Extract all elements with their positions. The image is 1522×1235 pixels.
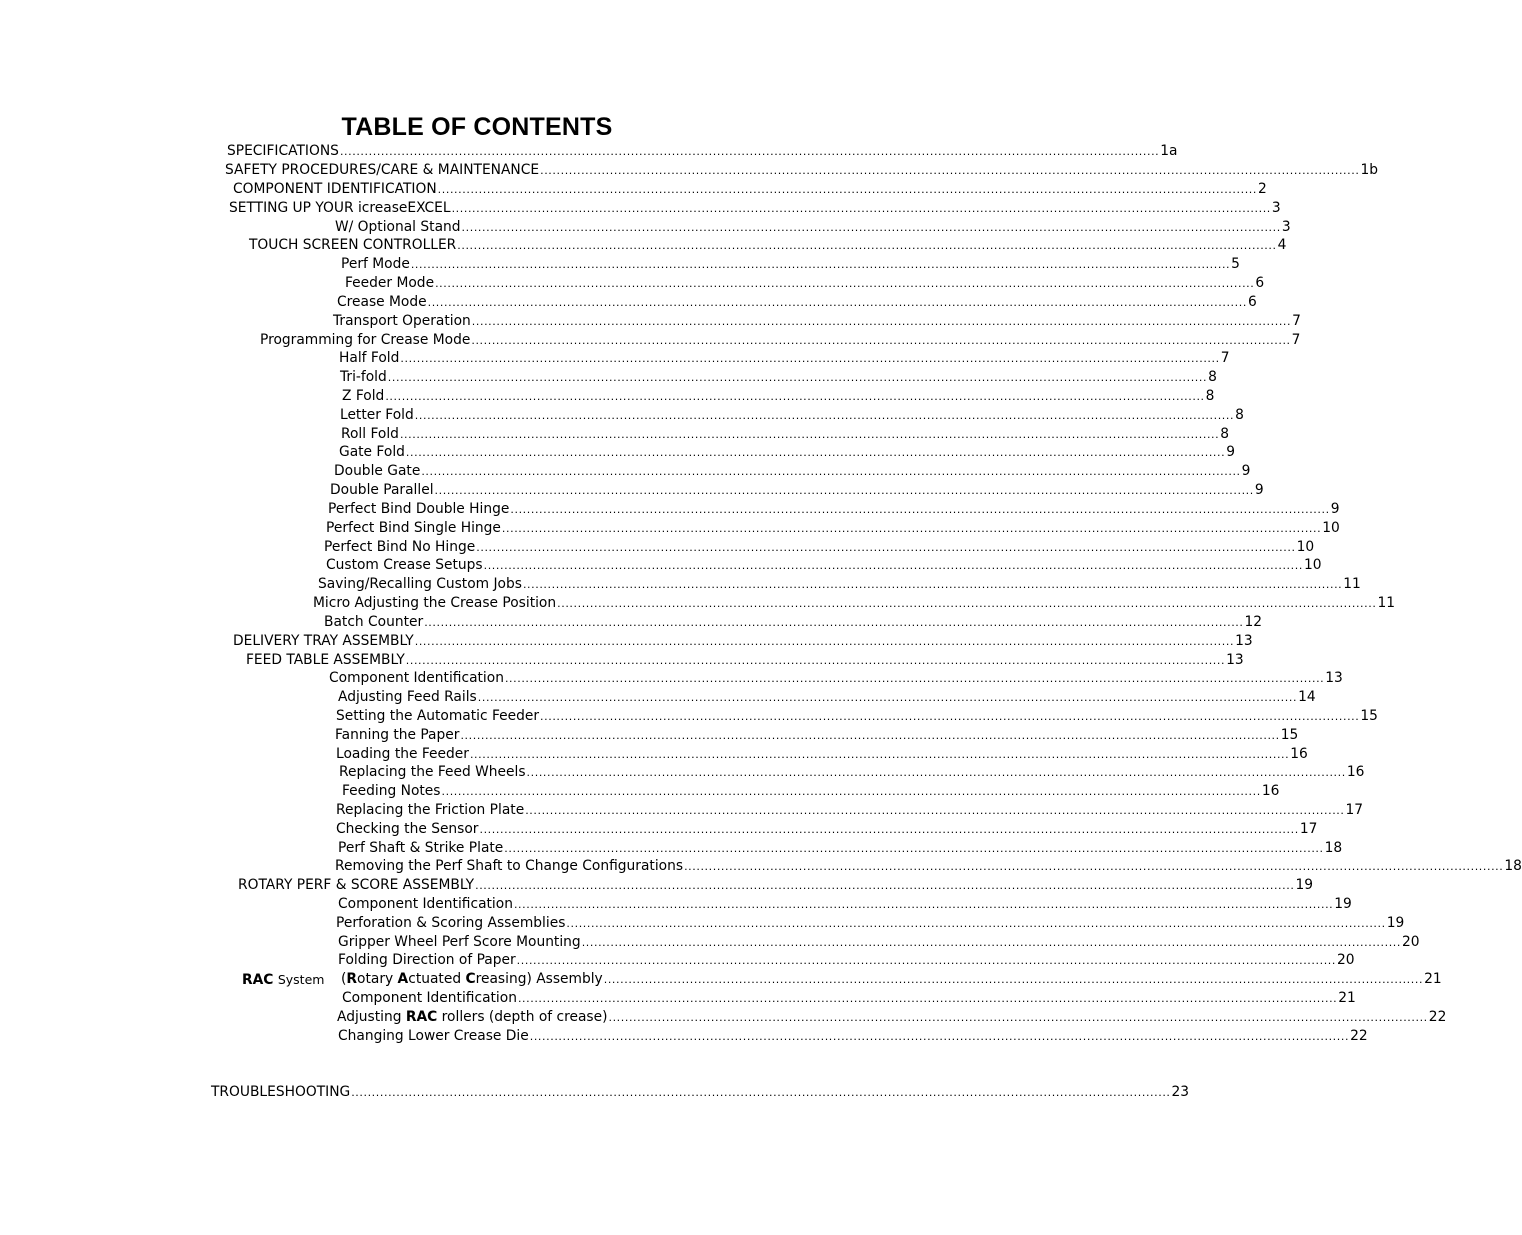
toc-entry-page: 7 [1291,332,1301,348]
toc-entry-page: 6 [1247,294,1257,310]
toc-entry-label: Perf Mode [341,256,410,272]
toc-entry-label: Tri-fold [340,369,387,385]
dot-leader: ........................................................................................................................................................................................................ [526,766,1346,779]
dot-leader: ........................................................................................................................................................................................................ [581,936,1402,949]
toc-entry-page: 10 [1303,557,1322,573]
dot-leader: ........................................................................................................................................................................................................ [451,202,1271,215]
toc-entry [338,933,1420,952]
toc-entry [211,1083,1190,1102]
toc-entry-page: 20 [1402,934,1420,950]
toc-entry [334,462,1251,481]
dot-leader: ........................................................................................................................................................................................................ [522,578,1343,591]
dot-leader: ........................................................................................................................................................................................................ [529,1030,1350,1043]
toc-entry-label: TOUCH SCREEN CONTROLLER [249,237,457,253]
toc-entry-page: 19 [1386,915,1405,931]
toc-entry-label: SETTING UP YOUR icreaseEXCEL [229,200,451,216]
toc-entry-label: Perfect Bind No Hinge [324,539,476,555]
toc-entry [260,331,1301,350]
rac-system-label [242,970,324,989]
dot-leader: ........................................................................................................................................................................................................ [510,503,1330,516]
toc-entry-page: 16 [1261,783,1280,799]
toc-entry-label: W/ Optional Stand [335,219,461,235]
toc-entry-label: Adjusting Feed Rails [338,689,477,705]
toc-entry-page: 5 [1231,256,1240,272]
toc-entry-label: Adjusting RAC rollers (depth of crease) [337,1009,608,1025]
toc-entry-page: 15 [1360,708,1378,724]
dot-leader: ........................................................................................................................................................................................................ [476,541,1296,554]
toc-entry-page: 13 [1235,633,1253,649]
dot-leader: ........................................................................................................................................................................................................ [608,1011,1428,1024]
toc-entry [337,293,1257,312]
dot-leader: ........................................................................................................................................................................................................ [414,409,1235,422]
toc-entry [333,312,1301,331]
toc-entry-label: Loading the Feeder [336,746,469,762]
dot-leader: ........................................................................................................................................................................................................ [351,1086,1171,1099]
dot-leader: ........................................................................................................................................................................................................ [339,145,1160,158]
toc-entry-page: 3 [1281,219,1291,235]
dot-leader: ........................................................................................................................................................................................................ [513,898,1334,911]
dot-leader: ........................................................................................................................................................................................................ [385,390,1205,403]
toc-entry-page: 12 [1244,614,1263,630]
toc-entry-label: Half Fold [339,350,400,366]
toc-entry-page: 1b [1360,162,1378,178]
toc-entry-label: Roll Fold [341,426,399,442]
dot-leader: ........................................................................................................................................................................................................ [427,296,1247,309]
dot-leader: ........................................................................................................................................................................................................ [461,221,1281,234]
toc-entry [340,368,1217,387]
toc-entry-page: 14 [1298,689,1316,705]
toc-entry [335,218,1291,237]
toc-entry-label: Setting the Automatic Feeder [336,708,540,724]
toc-entry-page: 21 [1338,990,1356,1006]
toc-entry [330,481,1264,500]
dot-leader: ........................................................................................................................................................................................................ [517,992,1338,1005]
toc-entry [339,763,1365,782]
dot-leader: ........................................................................................................................................................................................................ [387,371,1208,384]
toc-entry-label: Component Identification [338,896,513,912]
toc-entry-page: 8 [1220,426,1230,442]
toc-entry-label: Z Fold [342,388,385,404]
dot-leader: ........................................................................................................................................................................................................ [525,804,1345,817]
dot-leader: ........................................................................................................................................................................................................ [434,484,1254,497]
toc-entry [345,274,1265,293]
dot-leader: ........................................................................................................................................................................................................ [437,183,1257,196]
toc-entry-label: ROTARY PERF & SCORE ASSEMBLY [238,877,475,893]
toc-entry-label: Replacing the Feed Wheels [339,764,526,780]
dot-leader: ........................................................................................................................................................................................................ [441,785,1261,798]
dot-leader: ........................................................................................................................................................................................................ [400,352,1220,365]
dot-leader: ........................................................................................................................................................................................................ [475,879,1295,892]
toc-entry [342,989,1356,1008]
toc-entry-page: 9 [1241,463,1251,479]
toc-entry [335,857,1522,876]
dot-leader: ........................................................................................................................................................................................................ [471,315,1292,328]
toc-entry-label: Crease Mode [337,294,427,310]
toc-entry-page: 13 [1325,670,1343,686]
toc-entry-label: Perforation & Scoring Assemblies [336,915,566,931]
toc-entry-page: 9 [1226,444,1236,460]
toc-entry-label: Transport Operation [333,313,471,329]
dot-leader: ........................................................................................................................................................................................................ [557,597,1377,610]
toc-entry [326,519,1340,538]
dot-leader: ........................................................................................................................................................................................................ [460,729,1280,742]
dot-leader: ........................................................................................................................................................................................................ [405,654,1226,667]
dot-leader: ........................................................................................................................................................................................................ [457,239,1277,252]
toc-entry [338,688,1316,707]
toc-entry-page: 9 [1254,482,1264,498]
toc-entry-page: 15 [1280,727,1299,743]
toc-entry-label: Micro Adjusting the Crease Position [313,595,557,611]
toc-entry [249,236,1287,255]
toc-entry [336,745,1308,764]
toc-entry [336,914,1405,933]
toc-entry-label: Perf Shaft & Strike Plate [338,840,504,856]
dot-leader: ........................................................................................................................................................................................................ [410,258,1231,271]
toc-entry-page: 8 [1235,407,1244,423]
dot-leader: ........................................................................................................................................................................................................ [483,559,1303,572]
toc-entry-page: 6 [1255,275,1265,291]
toc-entry [335,726,1299,745]
toc-entry [341,970,1442,989]
toc-entry-label: Double Gate [334,463,421,479]
toc-entry [342,782,1280,801]
toc-entry [337,1008,1447,1027]
toc-entry [342,387,1215,406]
toc-entry-label: Saving/Recalling Custom Jobs [318,576,522,592]
toc-entry [340,406,1244,425]
toc-entry-page: 7 [1292,313,1301,329]
toc-entry-page: 18 [1324,840,1343,856]
dot-leader: ........................................................................................................................................................................................................ [399,428,1220,441]
toc-entry-label: Fanning the Paper [335,727,460,743]
toc-entry-page: 16 [1290,746,1308,762]
toc-entry [329,669,1343,688]
toc-entry-label: Feeder Mode [345,275,435,291]
toc-entry-label: Checking the Sensor [336,821,479,837]
toc-entry-page: 20 [1337,952,1355,968]
dot-leader: ........................................................................................................................................................................................................ [566,917,1386,930]
toc-entry-page: 23 [1171,1084,1190,1100]
toc-entry-label: SAFETY PROCEDURES/CARE & MAINTENANCE [225,162,540,178]
dot-leader: ........................................................................................................................................................................................................ [414,635,1235,648]
dot-leader: ........................................................................................................................................................................................................ [405,446,1226,459]
toc-entry [339,349,1230,368]
toc-entry [336,707,1378,726]
toc-entry [233,180,1267,199]
toc-entry-page: 10 [1322,520,1340,536]
toc-entry-page: 16 [1346,764,1365,780]
toc-entry-page: 3 [1271,200,1281,216]
toc-entry-page: 8 [1208,369,1217,385]
toc-entry-label: Removing the Perf Shaft to Change Configurations [335,858,684,874]
toc-entry-page: 2 [1258,181,1267,197]
toc-entry-label: Changing Lower Crease Die [338,1028,529,1044]
toc-entry-label: Folding Direction of Paper [338,952,516,968]
dot-leader: ........................................................................................................................................................................................................ [479,823,1299,836]
dot-leader: ........................................................................................................................................................................................................ [501,522,1322,535]
toc-entry-label: Custom Crease Setups [326,557,483,573]
dot-leader: ........................................................................................................................................................................................................ [504,672,1325,685]
toc-entry-label: DELIVERY TRAY ASSEMBLY [233,633,414,649]
toc-entry-label: Replacing the Friction Plate [336,802,525,818]
toc-entry-page: 4 [1277,237,1287,253]
rac-system-text: System [277,972,325,987]
toc-entry-page: 1a [1160,143,1178,159]
toc-entry-page: 10 [1296,539,1315,555]
toc-entry-label: Component Identification [342,990,517,1006]
toc-entry-page: 13 [1226,652,1244,668]
toc-entry [338,951,1355,970]
toc-entry-page: 22 [1350,1028,1368,1044]
toc-entry-page: 17 [1299,821,1318,837]
dot-leader: ........................................................................................................................................................................................................ [471,334,1291,347]
toc-entry [229,199,1281,218]
toc-entry-page: 9 [1330,501,1340,517]
toc-entry [246,651,1244,670]
toc-entry-page: 19 [1334,896,1352,912]
dot-leader: ........................................................................................................................................................................................................ [421,465,1241,478]
toc-entry-label: Perfect Bind Single Hinge [326,520,501,536]
toc-entry [338,839,1343,858]
toc-entry [328,500,1340,519]
toc-entry [227,142,1178,161]
toc-entry-page: 22 [1428,1009,1447,1025]
toc-entry-label: Gate Fold [339,444,405,460]
toc-entry-label: (Rotary Actuated Creasing) Assembly [341,971,603,987]
dot-leader: ........................................................................................................................................................................................................ [504,842,1324,855]
toc-entry-label: COMPONENT IDENTIFICATION [233,181,437,197]
toc-entry [318,575,1361,594]
toc-entry-page: 17 [1345,802,1364,818]
toc-entry-page: 11 [1343,576,1361,592]
toc-entry [225,161,1378,180]
toc-entry-page: 11 [1377,595,1396,611]
dot-leader: ........................................................................................................................................................................................................ [540,164,1360,177]
toc-entry [324,613,1263,632]
toc-entry [313,594,1396,613]
toc-entry-label: Batch Counter [324,614,424,630]
dot-leader: ........................................................................................................................................................................................................ [540,710,1360,723]
toc-entry-label: Double Parallel [330,482,434,498]
toc-entry [338,895,1352,914]
toc-entry [233,632,1253,651]
rac-bold: RAC [242,972,274,988]
toc-entry [338,1027,1368,1046]
toc-entry [238,876,1313,895]
toc-entry [336,801,1364,820]
toc-entry [336,820,1318,839]
toc-entry-page: 19 [1295,877,1313,893]
toc-entry [339,443,1236,462]
dot-leader: ........................................................................................................................................................................................................ [424,616,1244,629]
toc-entry-page: 18 [1504,858,1522,874]
toc-entry [341,255,1240,274]
dot-leader: ........................................................................................................................................................................................................ [516,954,1336,967]
toc-entry [341,425,1230,444]
toc-entry-page: 21 [1424,971,1442,987]
dot-leader: ........................................................................................................................................................................................................ [477,691,1298,704]
toc-entry-label: TROUBLESHOOTING [211,1084,351,1100]
toc-entry-label: Perfect Bind Double Hinge [328,501,510,517]
toc-entry-label: Gripper Wheel Perf Score Mounting [338,934,581,950]
toc-entry [324,538,1315,557]
toc-entry-label: Feeding Notes [342,783,441,799]
dot-leader: ........................................................................................................................................................................................................ [603,973,1424,986]
toc-entry-label: SPECIFICATIONS [227,143,339,159]
toc-entry-label: Letter Fold [340,407,414,423]
toc-entry-label: FEED TABLE ASSEMBLY [246,652,405,668]
toc-entry-page: 7 [1220,350,1230,366]
toc-entry-label: Component Identification [329,670,504,686]
dot-leader: ........................................................................................................................................................................................................ [469,748,1290,761]
page-title: TABLE OF CONTENTS [341,113,613,141]
toc-entry-label: Programming for Crease Mode [260,332,471,348]
dot-leader: ........................................................................................................................................................................................................ [684,860,1504,873]
toc-entry-page: 8 [1205,388,1215,404]
toc-entry [326,556,1322,575]
dot-leader: ........................................................................................................................................................................................................ [435,277,1255,290]
